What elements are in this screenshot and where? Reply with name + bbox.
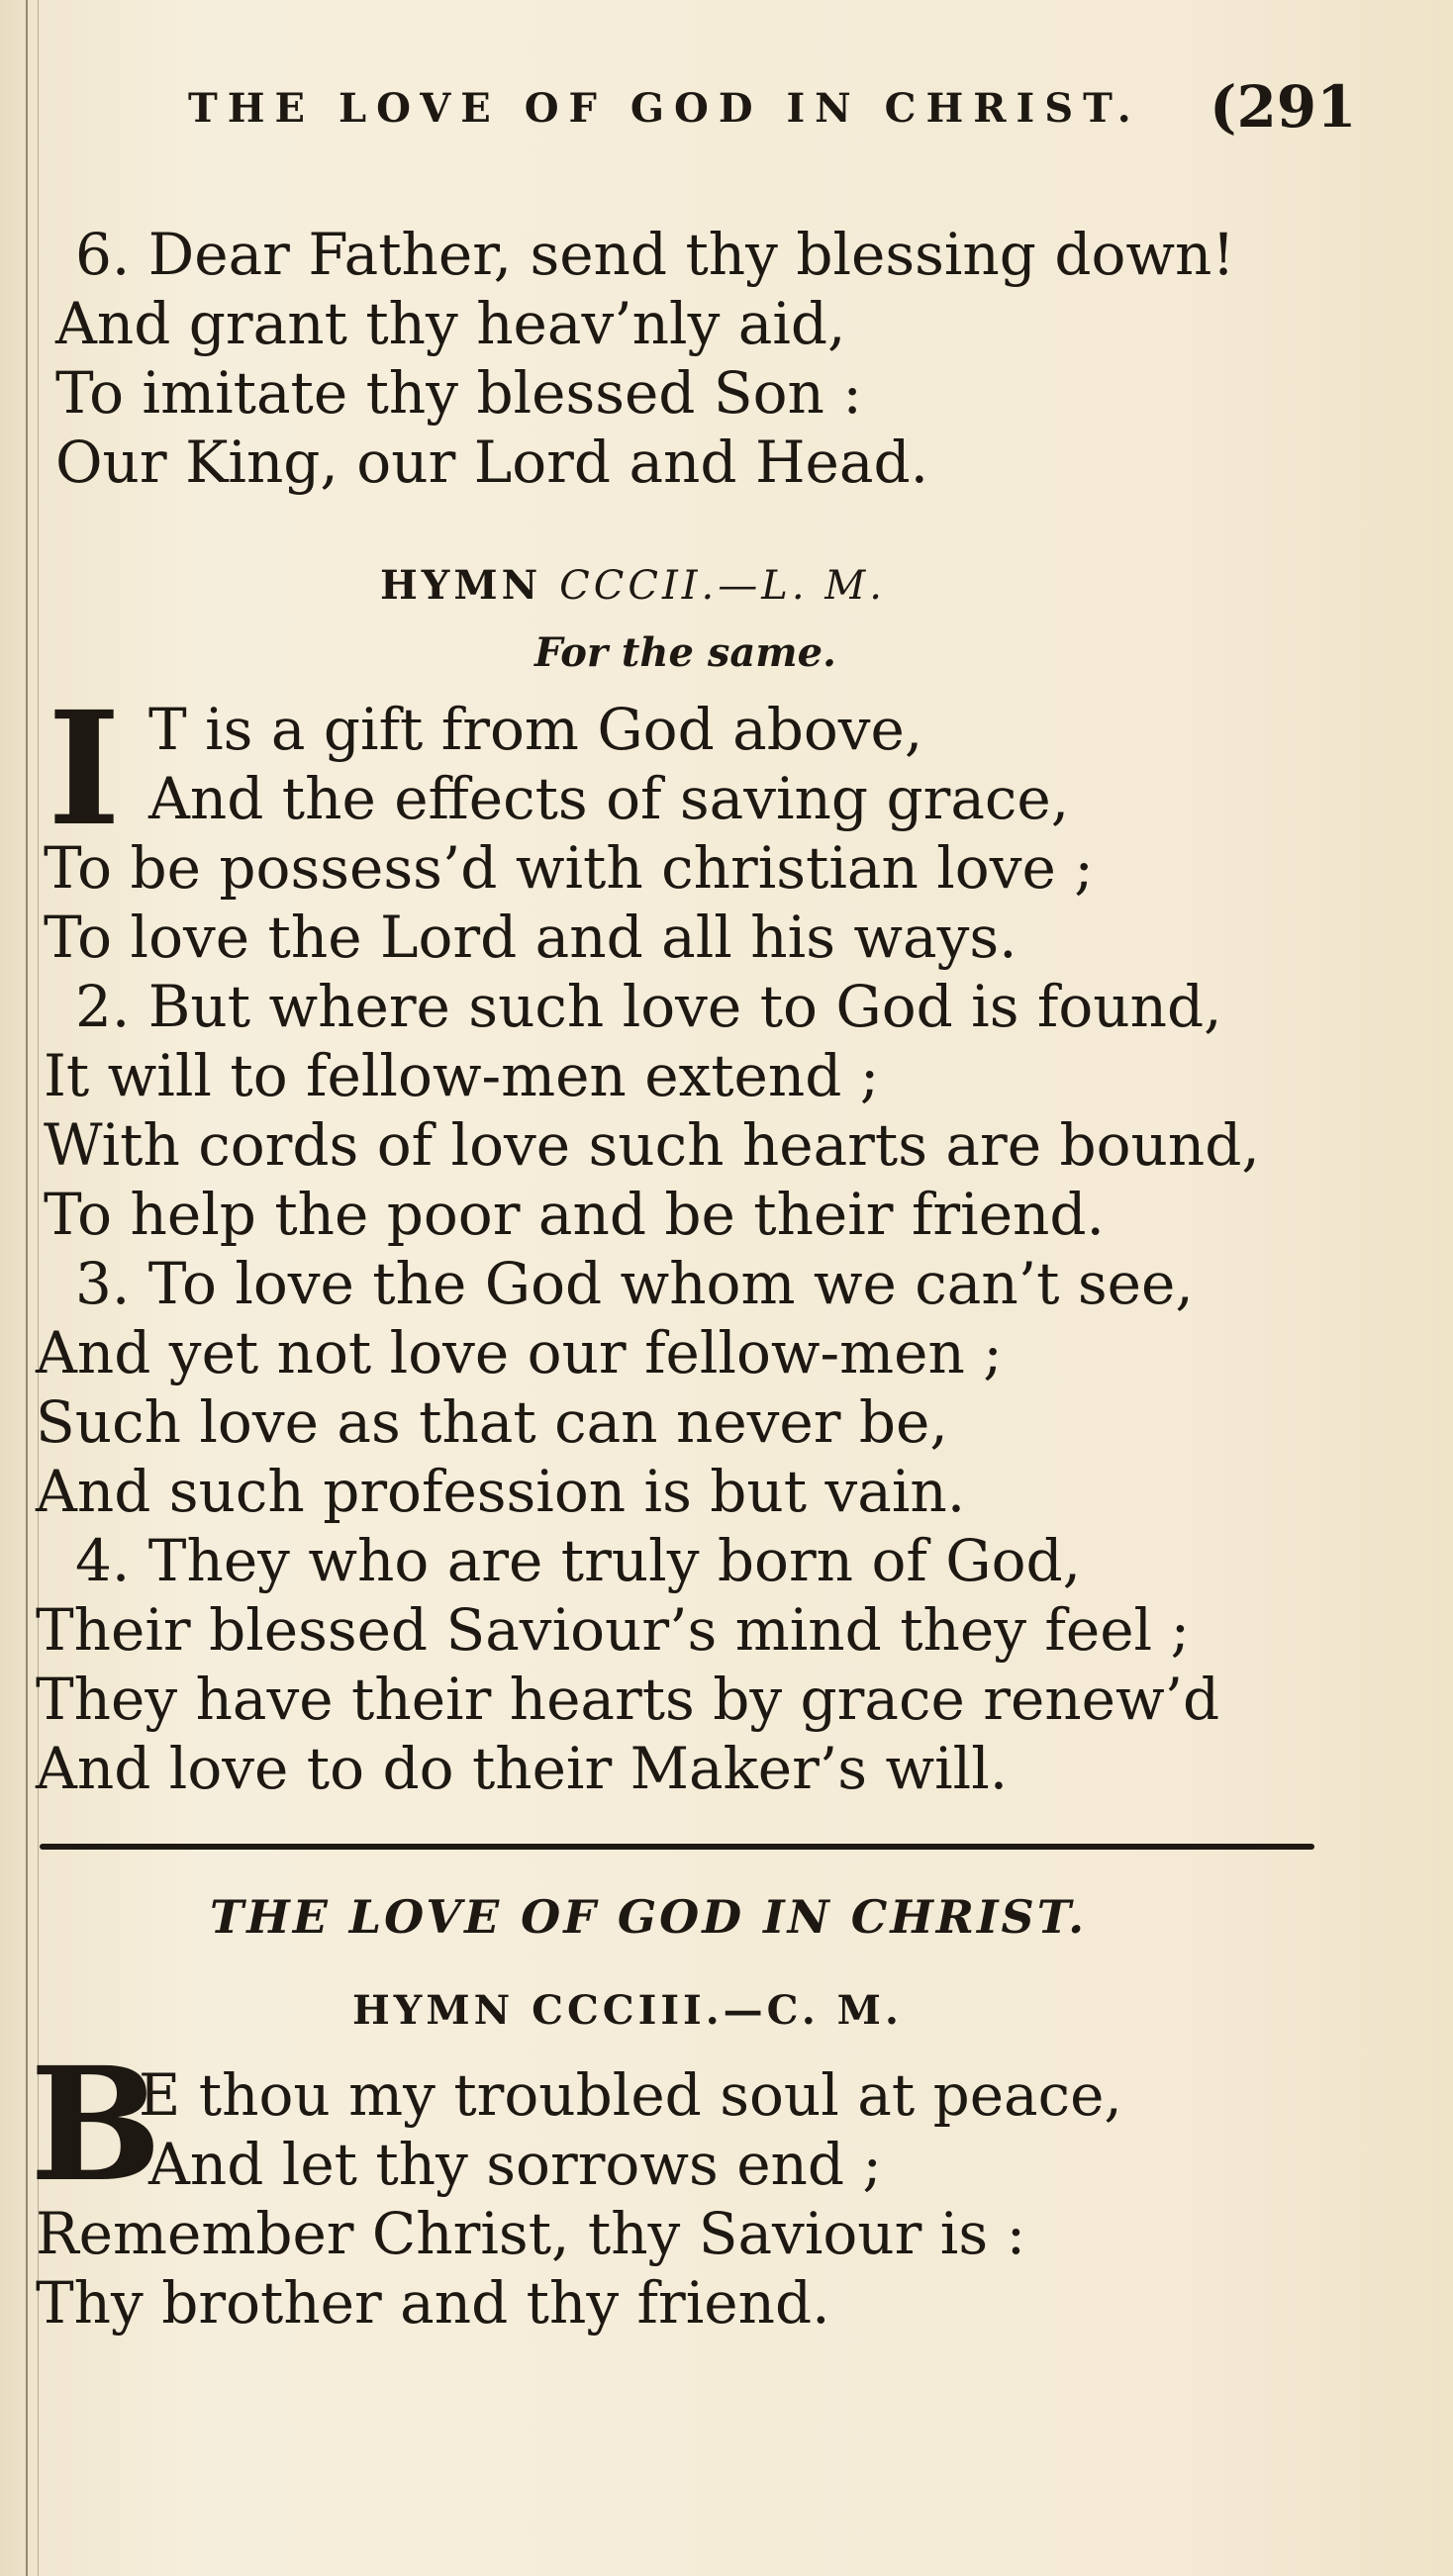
hymn-subtitle: For the same. xyxy=(534,629,836,676)
verse-line: And the effects of saving grace, xyxy=(148,765,1070,832)
verse-line: Such love as that can never be, xyxy=(36,1388,948,1456)
section-title: THE LOVE OF GOD IN CHRIST. xyxy=(210,1890,1088,1944)
verse-line: T is a gift from God above, xyxy=(148,696,923,763)
hymn-title-prefix: HYMN xyxy=(380,562,542,609)
verse-line: It will to fellow-men extend ; xyxy=(44,1042,880,1109)
verse-line: Their blessed Saviour’s mind they feel ; xyxy=(36,1596,1191,1664)
verse-line: To love the Lord and all his ways. xyxy=(44,904,1017,971)
verse-line: Remember Christ, thy Saviour is : xyxy=(36,2200,1026,2267)
verse-line: They have their hearts by grace renew’d xyxy=(36,1666,1220,1733)
verse-line: Our King, our Lord and Head. xyxy=(55,429,929,496)
verse-line: With cords of love such hearts are bound, xyxy=(44,1111,1260,1179)
verse-line: And yet not love our fellow-men ; xyxy=(36,1319,1003,1386)
hymn-title-number: CCCII.—L. M. xyxy=(559,563,886,609)
verse-line: 4. They who are truly born of God, xyxy=(75,1527,1082,1594)
verse-line: To help the poor and be their friend. xyxy=(44,1181,1105,1248)
verse-line: 6. Dear Father, send thy blessing down! xyxy=(75,221,1235,288)
verse-line: To be possess’d with christian love ; xyxy=(44,834,1094,902)
verse-line: E thou my troubled soul at peace, xyxy=(139,2061,1122,2129)
section-divider xyxy=(40,1844,1314,1850)
hymn-title xyxy=(380,562,886,609)
verse-line: And such profession is but vain. xyxy=(36,1458,966,1525)
verse-line: And grant thy heav’nly aid, xyxy=(55,290,846,357)
verse-line: To imitate thy blessed Son : xyxy=(55,359,862,427)
hymn-title: HYMN CCCIII.—C. M. xyxy=(352,1987,903,2034)
verse-line: 3. To love the God whom we can’t see, xyxy=(75,1250,1194,1317)
verse-line: And let thy sorrows end ; xyxy=(148,2131,882,2198)
page-number: (291 xyxy=(1210,73,1357,141)
verse-line: 2. But where such love to God is found, xyxy=(75,973,1222,1040)
verse-line: Thy brother and thy friend. xyxy=(36,2269,830,2337)
verse-line: And love to do their Maker’s will. xyxy=(36,1735,1009,1802)
running-title: THE LOVE OF GOD IN CHRIST. xyxy=(188,85,1141,132)
drop-cap: I xyxy=(48,678,121,861)
drop-cap: B xyxy=(30,2034,162,2217)
